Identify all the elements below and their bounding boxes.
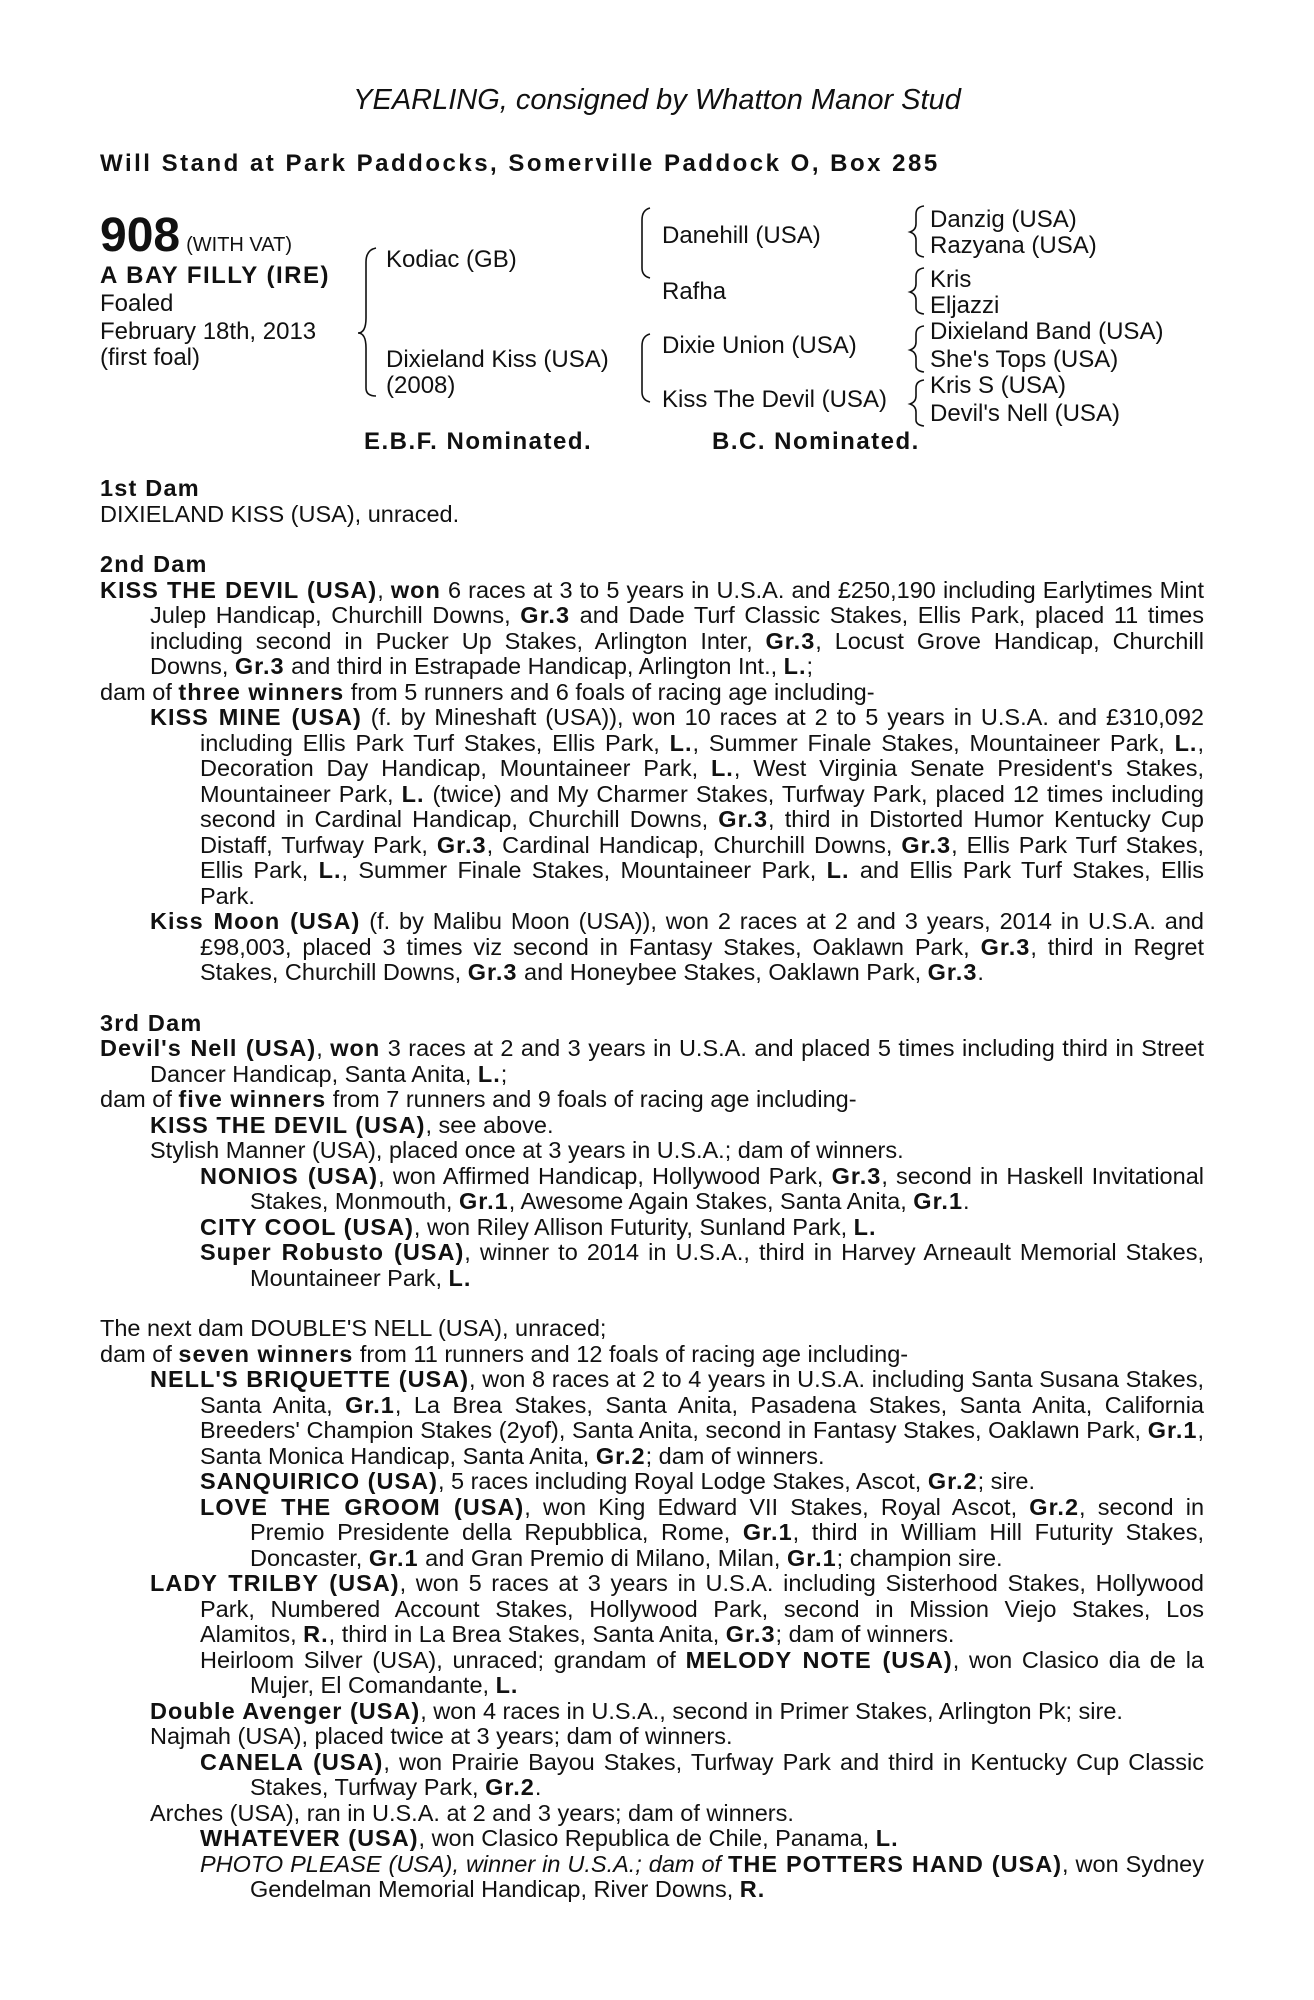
offspring-double-avenger: Double Avenger (USA), won 4 races in U.S.A., second in Primer Stakes, Arlington Pk; sire. <box>150 1697 1123 1724</box>
sire-sire: Danehill (USA) <box>662 222 821 249</box>
third-dam-heading: 3rd Dam <box>100 1009 203 1036</box>
offspring-nells-briquette: NELL'S BRIQUETTE (USA), won 8 races at 2 to 4 years in U.S.A. including Santa Susana Stakes, Santa Anita, Gr.1, La Brea Stakes, Santa Anita, Pasadena Stakes, Santa Anita, California Breeders' Champion Stakes (2yof), Santa Anita, second in Fantasy Stakes, Oaklawn Park, Gr.1, Santa Monica Handicap, Santa Anita, Gr.2; dam of winners. <box>150 1366 1204 1469</box>
catalogue-body <box>100 476 1204 1903</box>
foaled-label: Foaled <box>100 290 174 317</box>
offspring-arches: Arches (USA), ran in U.S.A. at 2 and 3 years; dam of winners. <box>150 1799 794 1826</box>
gg-5: Dixieland Band (USA) <box>930 318 1164 345</box>
offspring-whatever: WHATEVER (USA), won Clasico Republica de Chile, Panama, L. <box>200 1825 899 1851</box>
brace-sire-dam <box>358 248 376 396</box>
offspring-super-robusto: Super Robusto (USA), winner to 2014 in U.S.A., third in Harvey Arneault Memorial Stakes, Mountaineer Park, L. <box>200 1239 1204 1291</box>
dam: Dixieland Kiss (USA) <box>386 346 609 373</box>
second-dam-heading: 2nd Dam <box>100 551 208 577</box>
second-dam-produce: dam of three winners from 5 runners and 6 foals of racing age including- <box>100 678 875 705</box>
second-dam-record: KISS THE DEVIL (USA), won 6 races at 3 to 5 years in U.S.A. and £250,190 including Earlytimes Mint Julep Handicap, Churchill Downs, Gr.3 and Dade Turf Classic Stakes, Ellis Park, placed 11 times including second in Pucker Up Stakes, Arlington Inter, Gr.3, Locust Grove Handicap, Churchill Downs, Gr.3 and third in Estrapade Handicap, Arlington Int., L.; <box>100 576 1204 679</box>
brace-g4 <box>910 380 924 426</box>
offspring-sanquirico: SANQUIRICO (USA), 5 races including Royal Lodge Stakes, Ascot, Gr.2; sire. <box>200 1468 1036 1494</box>
foaled-date: February 18th, 2013 <box>100 318 317 345</box>
offspring-city-cool: CITY COOL (USA), won Riley Allison Futurity, Sunland Park, L. <box>200 1213 877 1240</box>
offspring-heirloom-silver: Heirloom Silver (USA), unraced; grandam of MELODY NOTE (USA), won Clasico dia de la Mujer, El Comandante, L. <box>200 1646 1204 1698</box>
offspring-kiss-mine: KISS MINE (USA) (f. by Mineshaft (USA)), won 10 races at 2 to 5 years in U.S.A. and £310,092 including Ellis Park Turf Stakes, Ellis Park, L., Summer Finale Stakes, Mountaineer Park, L., Decoration Day Handicap, Mountaineer Park, L., West Virginia Senate President's Stakes, Mountaineer Park, L. (twice) and My Charmer Stakes, Turfway Park, placed 12 times including second in Cardinal Handicap, Churchill Downs, Gr.3, third in Distorted Humor Kentucky Cup Distaff, Turfway Park, Gr.3, Cardinal Handicap, Churchill Downs, Gr.3, Ellis Park Turf Stakes, Ellis Park, L., Summer Finale Stakes, Mountaineer Park, L. and Ellis Park Turf Stakes, Ellis Park. <box>150 704 1205 909</box>
dam-year: (2008) <box>386 372 456 399</box>
first-dam-text: DIXIELAND KISS (USA), unraced. <box>100 500 460 527</box>
foal-note: (first foal) <box>100 344 201 371</box>
gg-1: Danzig (USA) <box>930 206 1077 233</box>
page-header: YEARLING, consigned by Whatton Manor Stud <box>353 84 961 116</box>
vat-note: (WITH VAT) <box>186 234 292 256</box>
offspring-love-the-groom: LOVE THE GROOM (USA), won King Edward VII Stakes, Royal Ascot, Gr.2, second in Premio Presidente della Repubblica, Rome, Gr.1, third in William Hill Futurity Stakes, Doncaster, Gr.1 and Gran Premio di Milano, Milan, Gr.1; champion sire. <box>200 1493 1205 1571</box>
gg-3: Kris <box>930 266 972 293</box>
gg-6: She's Tops (USA) <box>930 346 1119 373</box>
offspring-stylish-manner: Stylish Manner (USA), placed once at 3 years in U.S.A.; dam of winners. <box>150 1137 904 1163</box>
gg-7: Kris S (USA) <box>930 372 1067 399</box>
stand-location: Will Stand at Park Paddocks, Somerville Paddock O, Box 285 <box>100 150 940 177</box>
brace-sire <box>642 208 650 278</box>
pedigree-braces <box>0 0 1314 460</box>
fourth-dam-produce: dam of seven winners from 11 runners and 12 foals of racing age including- <box>100 1340 909 1367</box>
third-dam-record: Devil's Nell (USA), won 3 races at 2 and 3 years in U.S.A. and placed 5 times including third in Street Dancer Handicap, Santa Anita, L.; <box>100 1035 1204 1087</box>
fourth-dam-intro: The next dam DOUBLE'S NELL (USA), unraced; <box>100 1315 607 1341</box>
gg-8: Devil's Nell (USA) <box>930 400 1120 427</box>
offspring-kiss-moon: Kiss Moon (USA) (f. by Malibu Moon (USA)), won 2 races at 2 and 3 years, 2014 in U.S.A. and £98,003, placed 3 times viz second in Fantasy Stakes, Oaklawn Park, Gr.3, third in Regret Stakes, Churchill Downs, Gr.3 and Honeybee Stakes, Oaklawn Park, Gr.3. <box>150 908 1204 985</box>
horse-name: A BAY FILLY (IRE) <box>100 262 330 289</box>
offspring-photo-please: PHOTO PLEASE (USA), winner in U.S.A.; dam of THE POTTERS HAND (USA), won Sydney Gendelman Memorial Handicap, River Downs, R. <box>200 1850 1204 1902</box>
third-dam-produce: dam of five winners from 7 runners and 9 foals of racing age including- <box>100 1086 857 1112</box>
ebf-nominated: E.B.F. Nominated. <box>364 428 593 455</box>
offspring-canela: CANELA (USA), won Prairie Bayou Stakes, Turfway Park and third in Kentucky Cup Classic Stakes, Turfway Park, Gr.2. <box>200 1748 1204 1800</box>
dam-dam: Kiss The Devil (USA) <box>662 386 887 413</box>
brace-g2 <box>910 268 924 314</box>
dam-sire: Dixie Union (USA) <box>662 332 857 359</box>
offspring-lady-trilby: LADY TRILBY (USA), won 5 races at 3 years in U.S.A. including Sisterhood Stakes, Hollywood Park, Numbered Account Stakes, Hollywood Park, second in Mission Viejo Stakes, Los Alamitos, R., third in La Brea Stakes, Santa Anita, Gr.3; dam of winners. <box>150 1570 1204 1647</box>
gg-4: Eljazzi <box>930 292 1000 319</box>
offspring-kiss-the-devil: KISS THE DEVIL (USA), see above. <box>150 1111 554 1138</box>
brace-dam <box>642 334 650 402</box>
bc-nominated: B.C. Nominated. <box>712 428 920 455</box>
brace-g3 <box>910 326 924 372</box>
sire: Kodiac (GB) <box>386 246 517 273</box>
brace-g1 <box>910 206 924 257</box>
lot-number: 908 <box>100 209 181 262</box>
first-dam-heading: 1st Dam <box>100 475 200 501</box>
offspring-najmah: Najmah (USA), placed twice at 3 years; dam of winners. <box>150 1723 733 1749</box>
gg-2: Razyana (USA) <box>930 232 1097 259</box>
offspring-nonios: NONIOS (USA), won Affirmed Handicap, Hollywood Park, Gr.3, second in Haskell Invitational Stakes, Monmouth, Gr.1, Awesome Again Stakes, Santa Anita, Gr.1. <box>200 1162 1204 1214</box>
sire-dam: Rafha <box>662 278 727 305</box>
